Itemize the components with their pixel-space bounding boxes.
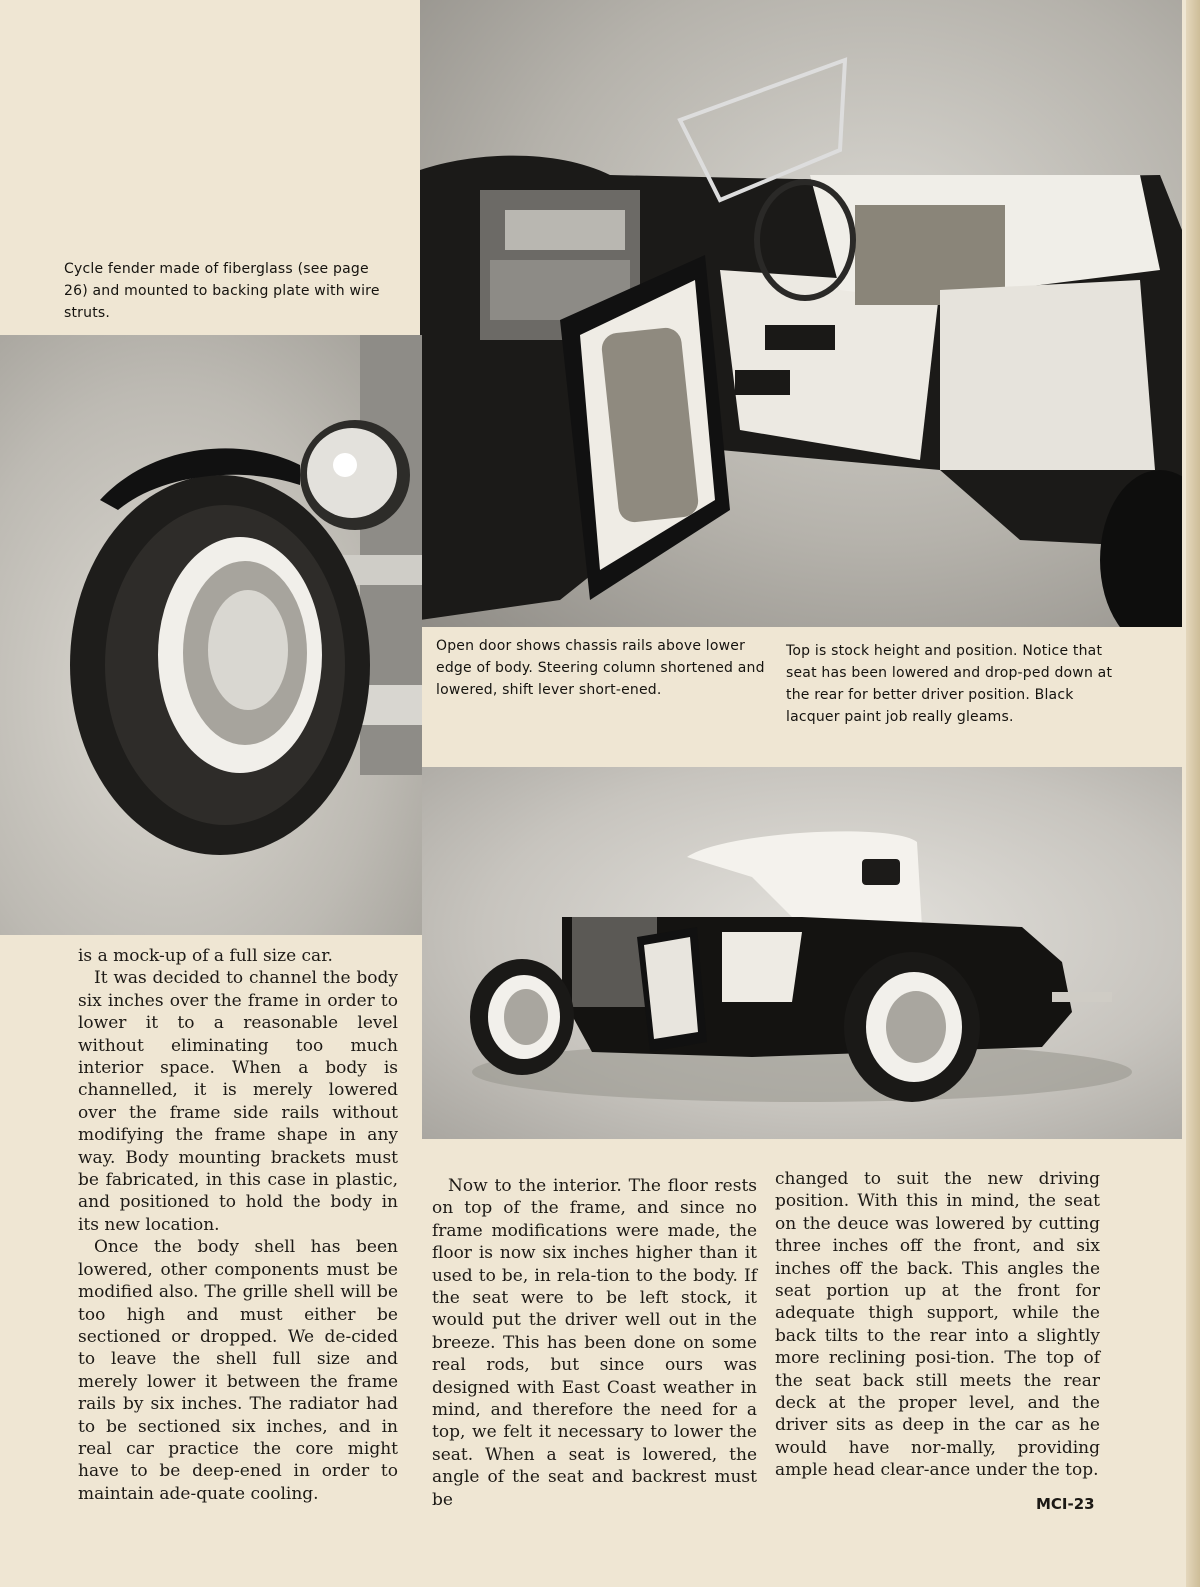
roadster-photo [422,767,1182,1139]
interior-photo [420,0,1182,627]
caption-fender: Cycle fender made of fiberglass (see page 26) and mounted to backing plate with wire struts. [64,261,380,321]
paragraph: Once the body shell has been lowered, other components must be modified also. The grille shell will be too high and must either be sectioned or dropped. We de-cided to leave the shell full size and merely lower it between the frame rails by six inches. The radiator had to be sectioned six inches, and in real car practice the core might have to be deep-ened in order to maintain ade-quate cooling. [78,1237,398,1504]
paragraph: is a mock-up of a full size car. [78,946,333,966]
wheel-photo [0,335,422,935]
page-edge [1186,0,1200,1587]
paragraph: changed to suit the new driving position. With this in mind, the seat on the deuce was lowered by cutting three inches off the front, and six inches off the back. This angles the seat portion up at the front for adequate thigh support, while the back tilts to the rear into a slightly more reclining posi-tion. The top of the seat back still meets the rear deck at the proper level, and the driver sits as deep in the car as he would have nor-mally, providing ample head clear-ance under the top. [775,1169,1100,1481]
article-column-2 [432,1175,757,1511]
paragraph: Now to the interior. The floor rests on top of the frame, and since no frame modifications were made, the floor is now six inches higher than it used to be, in rela-tion to the body. If the seat were to be left stock, it would put the driver well out in the breeze. This has been done on some real rods, but since ours was designed with East Coast weather in mind, and therefore the need for a top, we felt it necessary to lower the seat. When a seat is lowered, the angle of the seat and backrest must be [432,1176,757,1510]
caption-open-door: Open door shows chassis rails above lower edge of body. Steering column shortened and lowered, shift lever short-ened. [436,638,765,698]
paragraph: It was decided to channel the body six inches over the frame in order to lower it to a reasonable level without eliminating too much interior space. When a body is channelled, it is merely lowered over the frame side rails without modifying the frame shape in any way. Body mounting brackets must be fabricated, in this case in plastic, and positioned to hold the body in its new location. [78,968,398,1235]
caption-top: Top is stock height and position. Notice that seat has been lowered and drop-ped down at the rear for better driver position. Black lacquer paint job really gleams. [786,643,1113,725]
page-number: MCI-23 [1036,1495,1095,1513]
article-column-3 [775,1168,1100,1482]
article-column-1 [78,945,398,1505]
